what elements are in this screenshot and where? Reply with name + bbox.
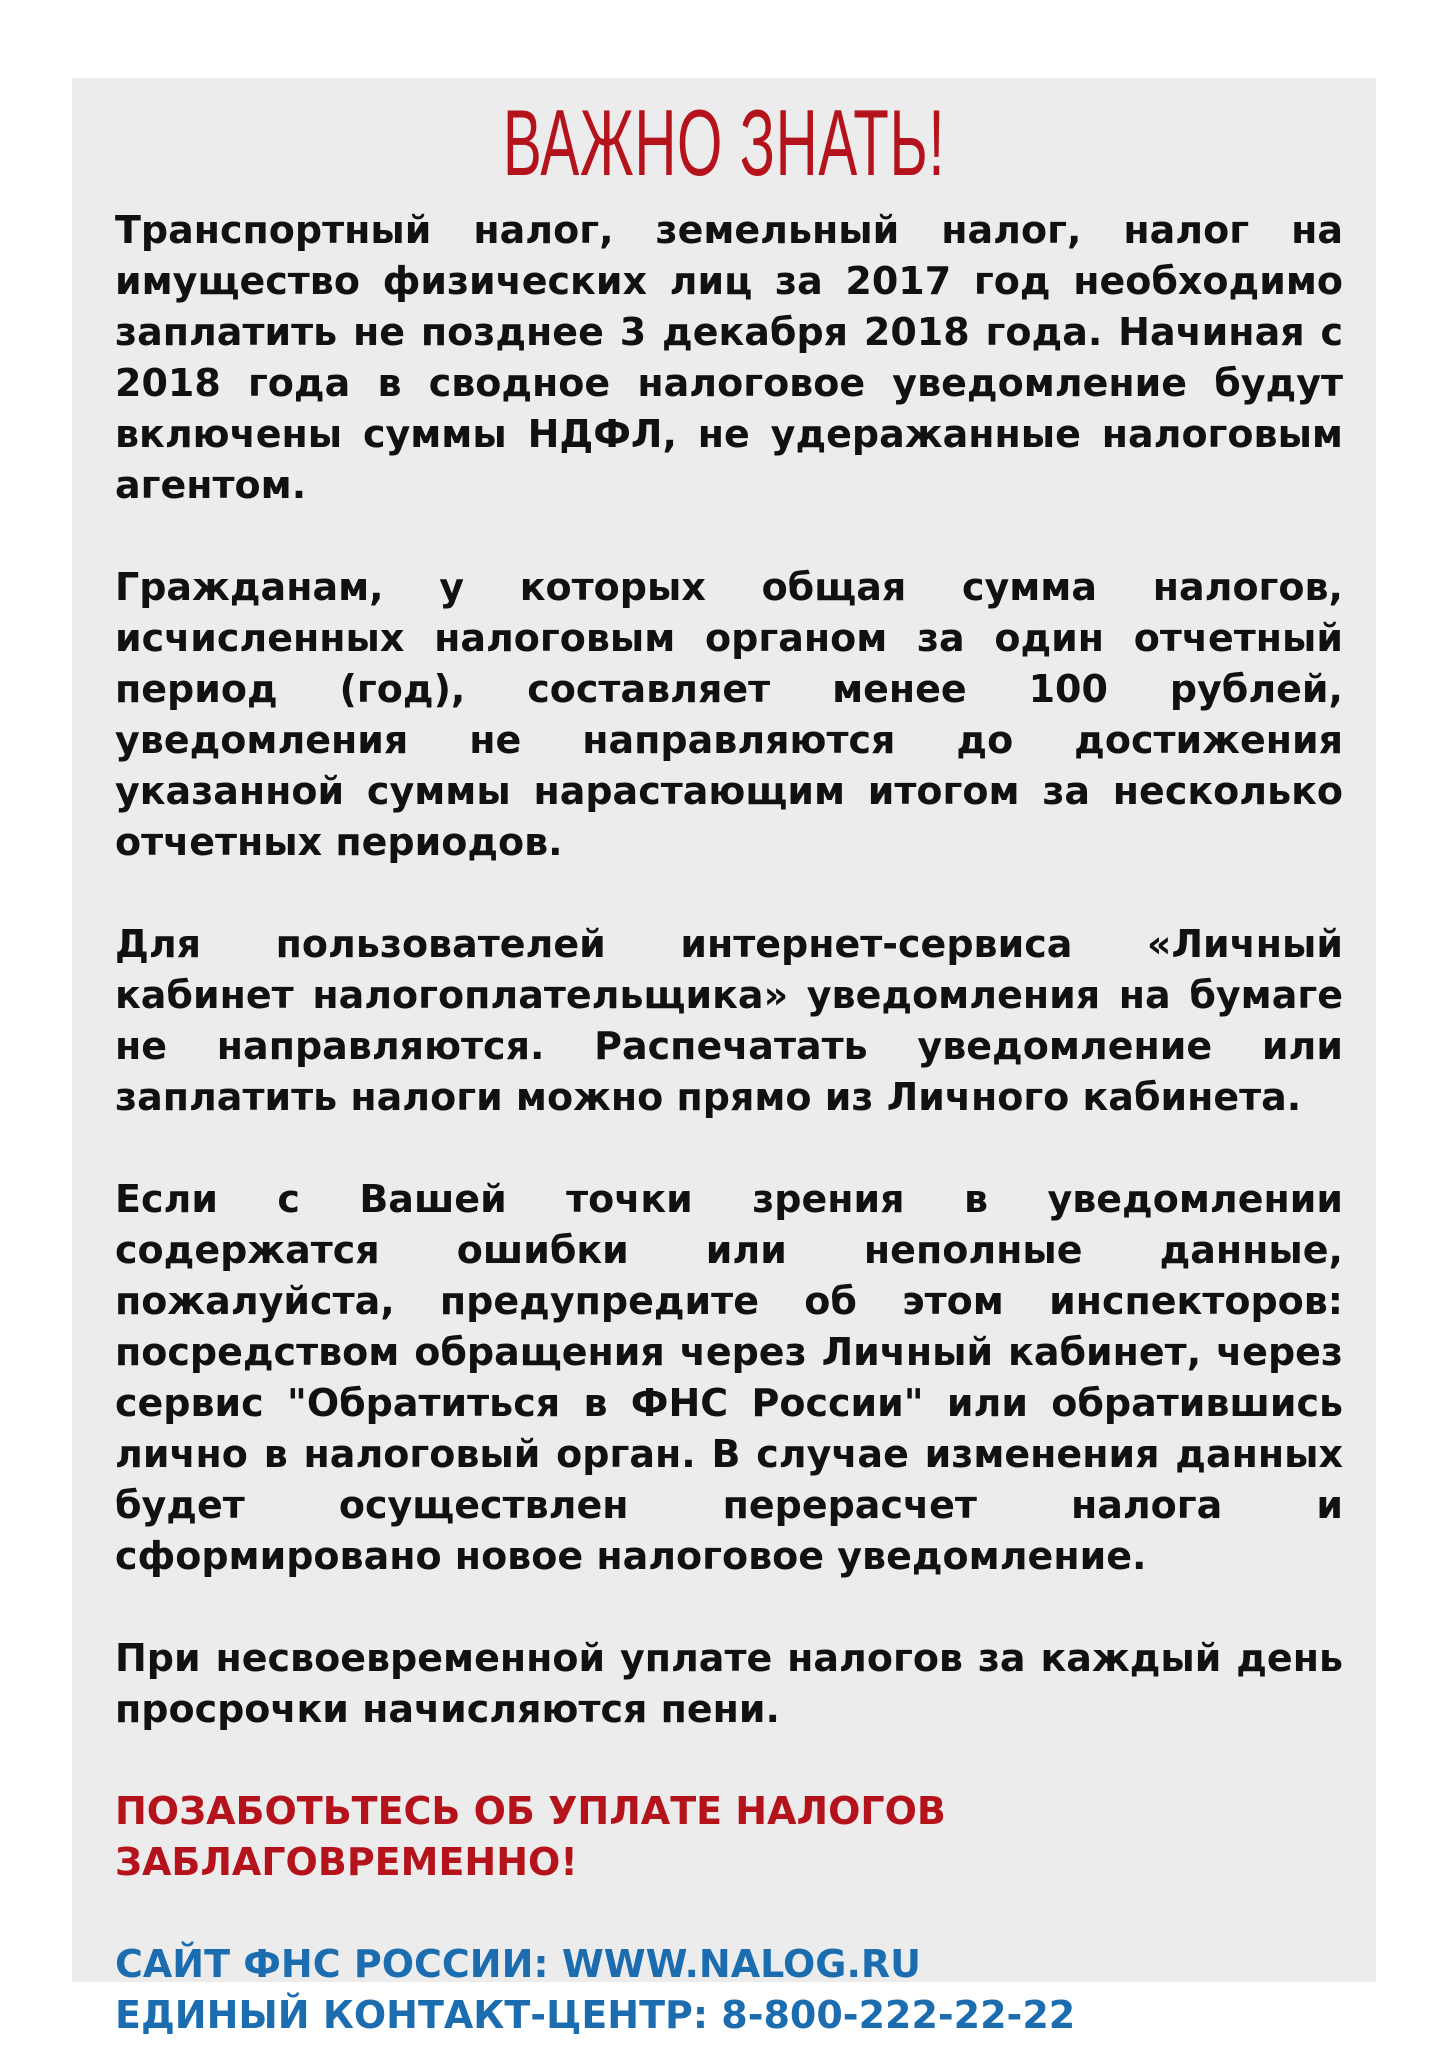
paragraph-personal-account: Для пользователей интернет-сервиса «Личный кабинет налогоплательщика» уведомления на бумаге не направляются. Распечатать уведомление или заплатить налоги можно прямо из Личного кабинета. — [115, 922, 1343, 1119]
paragraph-small-amounts: Гражданам, у которых общая сумма налогов, исчисленных налоговым органом за один отчетный период (год), составляет менее 100 рублей, уведомления не направляются до достижения указанной суммы нарастающим итогом за несколько отчетных периодов. — [115, 565, 1343, 864]
notice-title: ВАЖНО ЗНАТЬ! — [502, 90, 946, 195]
contact-site: САЙТ ФНС РОССИИ: WWW.NALOG.RU — [115, 1942, 922, 1986]
warning-text: ПОЗАБОТЬТЕСЬ ОБ УПЛАТЕ НАЛОГОВ ЗАБЛАГОВРЕМЕННО! — [115, 1789, 946, 1884]
contacts-block — [115, 1939, 1343, 2041]
paragraph-penalties: При несвоевременной уплате налогов за каждый день просрочки начисляются пени. — [115, 1636, 1343, 1731]
contact-phone: ЕДИНЫЙ КОНТАКТ-ЦЕНТР: 8-800-222-22-22 — [115, 1993, 1076, 2037]
notice-body — [115, 205, 1343, 2041]
paragraph-errors: Если с Вашей точки зрения в уведомлении содержатся ошибки или неполные данные, пожалуйста, предупредите об этом инспекторов: посредством обращения через Личный кабинет, через сервис "Обратиться в ФНС России" или обратившись лично в налоговый орган. В случае изменения данных будет осуществлен перерасчет налога и сформировано новое налоговое уведомление. — [115, 1177, 1343, 1578]
paragraph-payment-deadline: Транспортный налог, земельный налог, налог на имущество физических лиц за 2017 год необходимо заплатить не позднее 3 декабря 2018 года. Начиная с 2018 года в сводное налоговое уведомление будут включены суммы НДФЛ, не удеражанные налоговым агентом. — [115, 208, 1343, 507]
